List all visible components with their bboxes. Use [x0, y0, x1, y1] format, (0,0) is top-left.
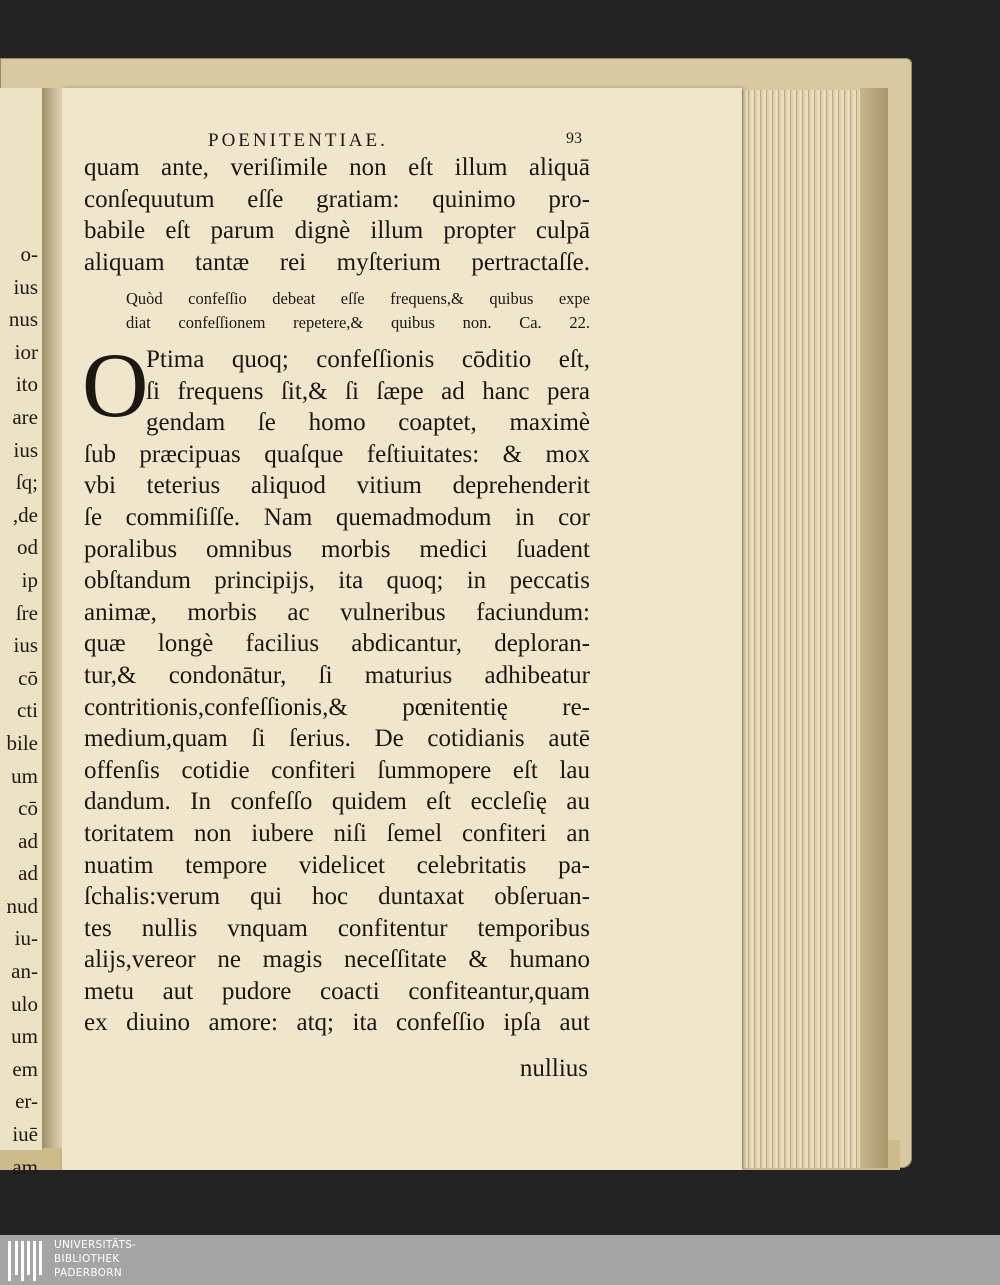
text-line: alijs,vereor ne magis neceſſitate & humano	[84, 946, 590, 974]
left-page-line-fragment: ſre	[15, 600, 38, 625]
logo-bar	[27, 1241, 30, 1275]
top-text-block	[84, 152, 590, 278]
left-page-line-fragment: ius	[13, 633, 38, 658]
left-page-line-fragment: nus	[8, 307, 38, 332]
left-page-line-fragment: iu-	[14, 926, 38, 951]
left-page-line-fragment: em	[12, 1056, 38, 1081]
left-page-line-fragment: ſq;	[15, 470, 38, 495]
text-line: tes nullis vnquam confitentur temporibus	[84, 914, 590, 942]
left-page-line-fragment: um	[11, 763, 38, 788]
logo-bar	[33, 1241, 36, 1281]
left-page-line-fragment: iuē	[12, 1122, 38, 1147]
logo-bar	[21, 1241, 24, 1281]
decorated-initial: O	[82, 334, 149, 436]
left-page-line-fragment: ,de	[12, 502, 38, 527]
logo-bar	[39, 1241, 42, 1275]
left-page-line-fragment: ad	[18, 828, 38, 853]
page-number: 93	[566, 130, 582, 147]
text-line: Ptima quoq; confeſſionis cōditio eſt,	[146, 346, 590, 373]
left-page-line-fragment: ior	[14, 339, 38, 364]
catchword: nullius	[519, 1055, 588, 1082]
text-line: medium,quam ſi ſerius. De cotidianis autē	[84, 725, 590, 753]
left-page-line-fragment: cō	[18, 665, 38, 690]
text-line: metu aut pudore coacti confiteantur,quam	[84, 977, 590, 1005]
left-page-line-fragment: um	[11, 1024, 38, 1049]
text-line: vbi teterius aliquod vitium deprehenderit	[84, 472, 590, 500]
left-page-line-fragment: am	[12, 1154, 38, 1179]
left-page-line-fragment: bile	[6, 730, 38, 755]
text-line: ſi frequens ſit,& ſi ſæpe ad hanc pera	[146, 377, 590, 405]
text-line: aliquam tantæ rei myſterium pertractaſſe.	[84, 248, 590, 276]
left-page-line-fragment: cti	[17, 698, 38, 723]
chapter-rubric	[126, 287, 590, 335]
text-line: dandum. In confeſſo quidem eſt eccleſię au	[84, 788, 590, 816]
left-page-line-fragment: ip	[21, 567, 38, 592]
running-header	[208, 130, 588, 154]
text-line: ſub præcipuas quaſque feſtiuitates: & mox	[84, 440, 590, 468]
logo-text-line: UNIVERSITÄTS-	[54, 1239, 137, 1251]
left-page-line-fragment: cō	[18, 796, 38, 821]
text-line: conſequutum eſſe gratiam: quinimo pro-	[84, 185, 590, 213]
text-line: poralibus omnibus morbis medici ſuadent	[84, 535, 590, 563]
left-page-line-fragment: nud	[6, 893, 38, 918]
text-line: quæ longè facilius abdicantur, deploran-	[84, 630, 590, 658]
text-line: gendam ſe homo coaptet, maximè	[146, 409, 590, 437]
text-line: tur,& condonātur, ſi maturius adhibeatur	[84, 661, 590, 689]
logo-text-line: PADERBORN	[54, 1267, 122, 1279]
library-logo-text	[54, 1238, 254, 1280]
text-line: ſe commiſiſſe. Nam quemadmodum in cor	[84, 503, 590, 531]
text-line: nuatim tempore videlicet celebritatis pa-	[84, 851, 590, 879]
text-line: animæ, morbis ac vulneribus faciundum:	[84, 598, 590, 626]
rubric-line: Quòd confeſſio debeat eſſe frequens,& quibus expe	[126, 289, 590, 308]
footer-bar	[0, 1235, 1000, 1285]
left-page	[0, 88, 44, 1179]
text-line: contritionis,confeſſionis,& pœnitentię re-	[84, 693, 590, 721]
main-text-block	[82, 334, 590, 1039]
left-page-line-fragment: ius	[13, 437, 38, 462]
left-page-line-fragment: ius	[13, 274, 38, 299]
text-line: toritatem non iubere niſi ſemel confiteri an	[84, 819, 590, 847]
text-line: ex diuino amore: atq; ita confeſſio ipſa aut	[84, 1009, 590, 1037]
logo-bar	[8, 1241, 11, 1281]
library-logo-icon	[6, 1237, 46, 1283]
left-page-line-fragment: er-	[15, 1089, 38, 1114]
left-page-line-fragment: od	[17, 535, 38, 560]
cover-edge	[860, 88, 888, 1168]
text-line: quam ante, veriſimile non eſt illum aliquā	[84, 154, 590, 181]
left-page-line-fragment: ad	[18, 861, 38, 886]
text-line: obſtandum principijs, ita quoq; in peccatis	[84, 567, 590, 595]
logo-text-line: BIBLIOTHEK	[54, 1253, 120, 1265]
logo-bar	[15, 1241, 18, 1275]
left-page-text-fragments	[0, 238, 40, 1183]
left-page-line-fragment: an-	[11, 959, 38, 984]
left-page-line-fragment: o-	[20, 242, 38, 266]
page-edges	[726, 90, 873, 1168]
text-line: offenſis cotidie confiteri ſummopere eſt lau	[84, 756, 590, 784]
left-page-line-fragment: ulo	[11, 991, 38, 1016]
text-line: ſchalis:verum qui hoc duntaxat obſeruan-	[84, 883, 590, 911]
rubric-line: diat confeſſionem repetere,& quibus non. Ca. 22.	[126, 313, 590, 332]
left-page-line-fragment: are	[12, 404, 38, 429]
text-line: babile eſt parum dignè illum propter culpā	[84, 217, 590, 245]
left-page-line-fragment: ito	[15, 372, 38, 397]
running-title: POENITENTIAE.	[208, 130, 388, 151]
